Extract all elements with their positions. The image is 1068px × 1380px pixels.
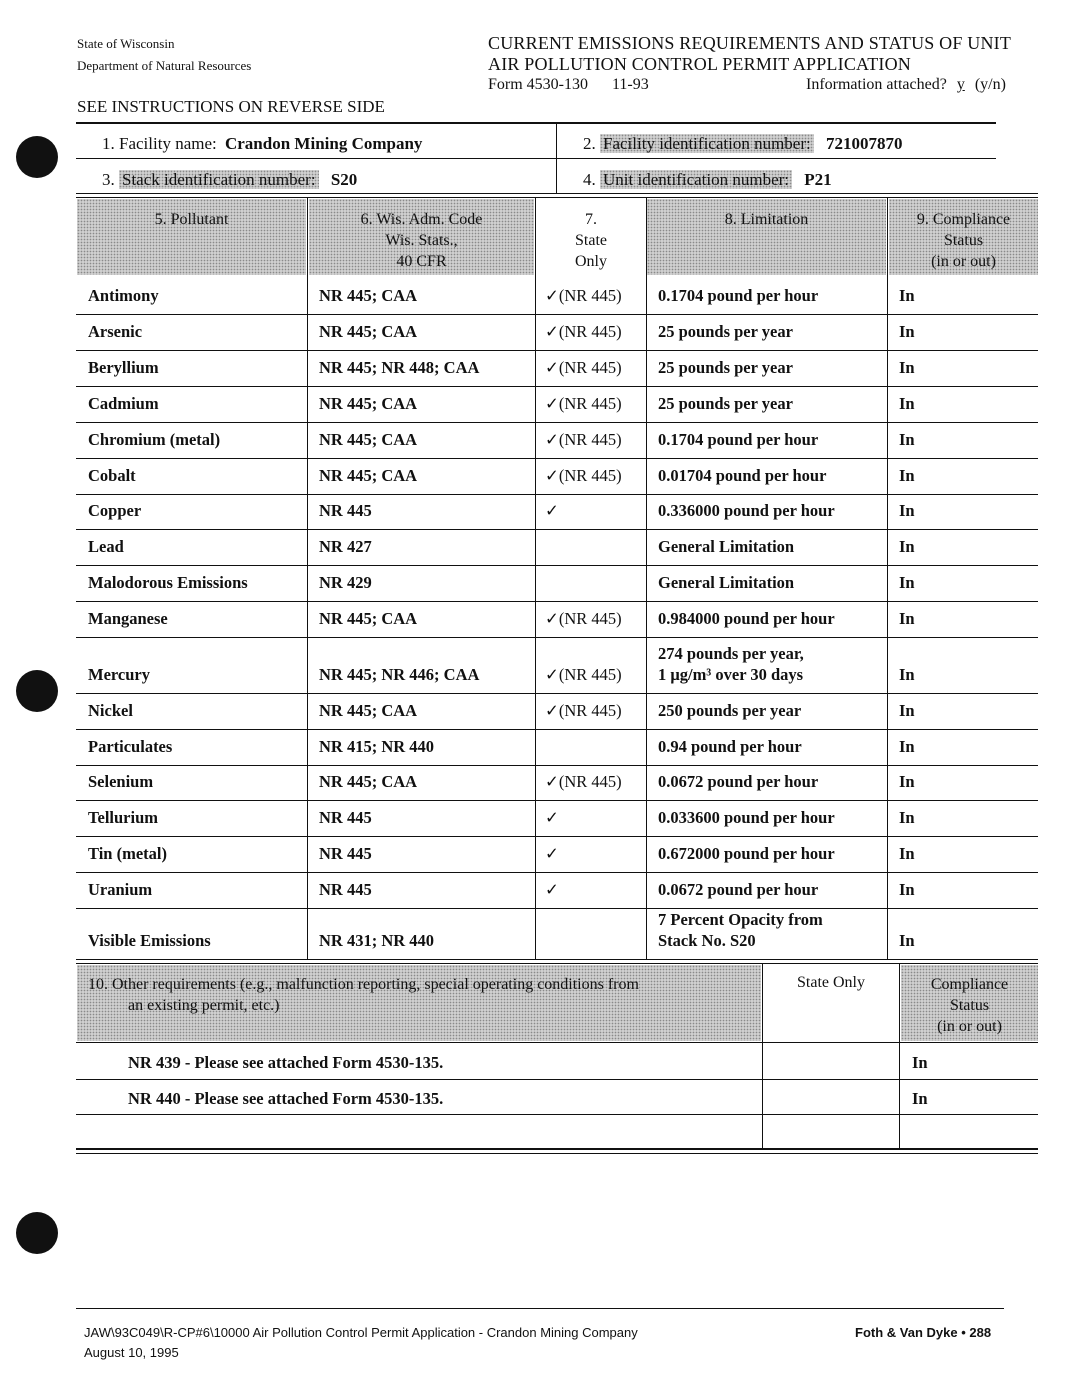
pollutant-cell[interactable]: Chromium (metal): [88, 430, 221, 449]
form-date: 11-93: [612, 76, 649, 93]
limitation-line: 0.94 pound per hour: [658, 737, 802, 756]
limitation-cell[interactable]: [658, 807, 835, 828]
pollutant-cell[interactable]: Selenium: [88, 772, 154, 791]
code-header: [309, 209, 534, 272]
rule: [76, 1114, 1038, 1115]
punch-hole: [16, 1212, 58, 1254]
state-only-cell[interactable]: ✓: [545, 501, 559, 520]
state-only-cell[interactable]: ✓: [545, 808, 559, 827]
code-cell[interactable]: NR 445: [319, 880, 372, 899]
limitation-line: 0.1704 pound per hour: [658, 286, 819, 305]
state-only-cell[interactable]: ✓: [545, 880, 559, 899]
rule: [76, 1153, 1038, 1154]
compliance-header-line: 9. Compliance: [916, 211, 1011, 228]
form-number: Form 4530-130: [488, 76, 588, 93]
other-req-status[interactable]: In: [912, 1089, 928, 1108]
compliance-cell[interactable]: In: [899, 737, 915, 756]
compliance-cell[interactable]: In: [899, 931, 915, 950]
row-rule: [76, 458, 1038, 459]
compliance-header-line: (in or out): [931, 253, 996, 270]
limitation-cell[interactable]: [658, 500, 835, 521]
punch-hole: [16, 670, 58, 712]
compliance-cell[interactable]: In: [899, 394, 915, 413]
rule: [76, 1042, 1038, 1043]
footer-date: August 10, 1995: [84, 1345, 179, 1360]
limitation-line: 274 pounds per year,: [658, 644, 804, 663]
code-cell[interactable]: NR 427: [319, 537, 372, 556]
agency-block: [77, 33, 251, 77]
other-req-line: an existing permit, etc.): [128, 997, 280, 1014]
pollutant-cell[interactable]: Nickel: [88, 701, 133, 720]
other-req-status[interactable]: In: [912, 1053, 928, 1072]
limitation-cell[interactable]: [658, 771, 818, 792]
limitation-line: 0.0672 pound per hour: [658, 880, 819, 899]
title-line1: CURRENT EMISSIONS REQUIREMENTS AND STATUS OF UNIT: [488, 33, 1012, 53]
other-state-only-header: State Only: [797, 974, 865, 991]
code-cell[interactable]: NR 445: [319, 501, 372, 520]
compliance-cell[interactable]: In: [899, 573, 915, 592]
facility-name-value[interactable]: Crandon Mining Company: [224, 134, 423, 153]
rule: [76, 1079, 1038, 1080]
info-suffix: (y/n): [974, 76, 1006, 93]
limitation-cell[interactable]: [658, 572, 794, 593]
form-number-block: [488, 76, 649, 94]
limitation-cell[interactable]: [658, 608, 835, 629]
code-cell[interactable]: NR 445; CAA: [319, 772, 418, 791]
code-cell[interactable]: NR 431; NR 440: [319, 931, 435, 950]
state-header-line: 7.: [585, 211, 597, 228]
limitation-header: 8. Limitation: [724, 211, 809, 228]
compliance-cell[interactable]: In: [899, 665, 915, 684]
title-line2: AIR POLLUTION CONTROL PERMIT APPLICATION: [488, 54, 912, 74]
state-only-cell[interactable]: ✓(NR 445): [545, 701, 622, 720]
pollutant-cell[interactable]: Arsenic: [88, 322, 143, 341]
other-req-line: 10. Other requirements (e.g., malfunction reporting, special operating conditions from: [88, 976, 639, 993]
code-cell[interactable]: NR 445; CAA: [319, 322, 418, 341]
other-compliance-line: Status: [949, 997, 990, 1014]
pollutant-header: 5. Pollutant: [154, 211, 229, 228]
state-only-cell[interactable]: ✓: [545, 844, 559, 863]
limitation-line: 0.336000 pound per hour: [658, 501, 835, 520]
footer-firm: Foth & Van Dyke • 288: [855, 1325, 992, 1340]
facility-id-value[interactable]: 721007870: [825, 134, 903, 153]
compliance-cell[interactable]: In: [899, 537, 915, 556]
compliance-cell[interactable]: In: [899, 808, 915, 827]
row-rule: [76, 529, 1038, 530]
other-compliance-header: [901, 974, 1038, 1037]
compliance-cell[interactable]: In: [899, 844, 915, 863]
other-req-text[interactable]: NR 440 - Please see attached Form 4530-135.: [128, 1089, 444, 1108]
limitation-cell[interactable]: [658, 285, 818, 306]
other-requirements-label: [88, 974, 753, 1016]
state-only-cell[interactable]: ✓(NR 445): [545, 430, 622, 449]
row-rule: [76, 494, 1038, 495]
compliance-header-line: Status: [943, 232, 984, 249]
state-only-cell[interactable]: ✓(NR 445): [545, 286, 622, 305]
unit-id-value[interactable]: P21: [804, 170, 832, 189]
row-rule: [76, 872, 1038, 873]
state-only-cell[interactable]: ✓(NR 445): [545, 466, 622, 485]
code-cell[interactable]: NR 445; CAA: [319, 394, 418, 413]
pollutant-cell[interactable]: Tin (metal): [88, 844, 167, 863]
row-rule: [76, 386, 1038, 387]
state-only-cell[interactable]: ✓(NR 445): [545, 772, 622, 791]
info-value[interactable]: y: [956, 76, 965, 93]
pollutant-cell[interactable]: Visible Emissions: [88, 931, 211, 950]
code-cell[interactable]: NR 445; NR 446; CAA: [319, 665, 480, 684]
info-label: Information attached?: [806, 76, 947, 93]
rule: [76, 963, 1038, 964]
code-cell[interactable]: NR 445: [319, 808, 372, 827]
compliance-cell[interactable]: In: [899, 322, 915, 341]
pollutant-cell[interactable]: Cobalt: [88, 466, 136, 485]
limitation-line: 0.672000 pound per hour: [658, 844, 835, 863]
unit-id-label: Unit identification number:: [600, 170, 792, 189]
compliance-cell[interactable]: In: [899, 286, 915, 305]
state-only-cell[interactable]: ✓(NR 445): [545, 665, 622, 684]
limitation-line: 0.984000 pound per hour: [658, 609, 835, 628]
code-cell[interactable]: NR 415; NR 440: [319, 737, 435, 756]
row-rule: [76, 637, 1038, 638]
state-only-cell[interactable]: ✓(NR 445): [545, 609, 622, 628]
row-rule: [76, 422, 1038, 423]
compliance-cell[interactable]: In: [899, 609, 915, 628]
compliance-cell[interactable]: In: [899, 358, 915, 377]
row-rule: [76, 350, 1038, 351]
limitation-cell[interactable]: [658, 393, 793, 414]
limitation-line: 25 pounds per year: [658, 322, 793, 341]
unit-id-number: 4.: [583, 170, 596, 189]
facility-id-number: 2.: [583, 134, 596, 153]
compliance-cell[interactable]: In: [899, 880, 915, 899]
pollutant-cell[interactable]: Beryllium: [88, 358, 159, 377]
limitation-line: 25 pounds per year: [658, 358, 793, 377]
pollutant-cell[interactable]: Particulates: [88, 737, 173, 756]
column-divider: [535, 197, 536, 960]
rule: [76, 1148, 1038, 1150]
rule: [76, 158, 996, 159]
state-name: State of Wisconsin: [77, 36, 175, 51]
code-cell[interactable]: NR 445: [319, 844, 372, 863]
row-rule: [76, 565, 1038, 566]
limitation-line: 0.033600 pound per hour: [658, 808, 835, 827]
row-rule: [76, 836, 1038, 837]
pollutant-cell[interactable]: Manganese: [88, 609, 168, 628]
punch-hole: [16, 136, 58, 178]
limitation-line: 0.0672 pound per hour: [658, 772, 819, 791]
limitation-cell[interactable]: [658, 643, 804, 685]
code-header-line: 40 CFR: [396, 253, 447, 270]
row-rule: [76, 693, 1038, 694]
code-cell[interactable]: NR 445; NR 448; CAA: [319, 358, 480, 377]
pollutant-cell[interactable]: Cadmium: [88, 394, 159, 413]
limitation-line: General Limitation: [658, 573, 795, 592]
facility-id-field: [583, 134, 902, 154]
stack-id-number: 3.: [102, 170, 115, 189]
unit-id-field: [583, 170, 832, 190]
column-divider: [646, 197, 647, 960]
facility-name-field: [102, 134, 422, 154]
footer-path: JAW\93C049\R-CP#6\10000 Air Pollution Control Permit Application - Crandon Mining Company: [84, 1325, 638, 1340]
compliance-cell[interactable]: In: [899, 430, 915, 449]
state-only-cell[interactable]: ✓(NR 445): [545, 358, 622, 377]
row-rule: [76, 601, 1038, 602]
other-req-text[interactable]: NR 439 - Please see attached Form 4530-135.: [128, 1053, 444, 1072]
facility-name-label: 1. Facility name:: [102, 134, 217, 153]
stack-id-value[interactable]: S20: [330, 170, 358, 189]
rule: [76, 197, 1038, 198]
limitation-line: General Limitation: [658, 537, 795, 556]
row-rule: [76, 908, 1038, 909]
state-only-header: [536, 209, 646, 272]
compliance-cell[interactable]: In: [899, 466, 915, 485]
compliance-cell[interactable]: In: [899, 772, 915, 791]
other-compliance-line: (in or out): [937, 1018, 1002, 1035]
column-divider: [887, 197, 888, 960]
column-divider: [899, 963, 900, 1148]
state-header-line: Only: [575, 253, 607, 270]
code-header-line: 6. Wis. Adm. Code: [360, 211, 483, 228]
rule: [76, 122, 996, 124]
footer-info: [84, 1323, 638, 1363]
limitation-cell[interactable]: [658, 700, 801, 721]
column-divider: [307, 197, 308, 960]
code-cell[interactable]: NR 445; CAA: [319, 609, 418, 628]
row-rule: [76, 800, 1038, 801]
instructions-note: SEE INSTRUCTIONS ON REVERSE SIDE: [77, 97, 385, 116]
code-cell[interactable]: NR 445; CAA: [319, 286, 418, 305]
limitation-line: 0.1704 pound per hour: [658, 430, 819, 449]
code-cell[interactable]: NR 445; CAA: [319, 466, 418, 485]
limitation-line: 0.01704 pound per hour: [658, 466, 827, 485]
compliance-header: [889, 209, 1038, 272]
limitation-cell[interactable]: [658, 429, 818, 450]
limitation-line: Stack No. S20: [658, 931, 756, 950]
other-compliance-line: Compliance: [930, 976, 1009, 993]
footer-rule: [76, 1308, 1004, 1309]
pollutant-cell[interactable]: Mercury: [88, 665, 150, 684]
department-name: Department of Natural Resources: [77, 58, 252, 73]
row-rule: [76, 765, 1038, 766]
limitation-cell[interactable]: [658, 465, 826, 486]
limitation-cell[interactable]: [658, 909, 823, 951]
pollutant-cell[interactable]: Tellurium: [88, 808, 158, 827]
limitation-line: 250 pounds per year: [658, 701, 802, 720]
compliance-cell[interactable]: In: [899, 501, 915, 520]
rule: [76, 959, 1038, 960]
limitation-line: 1 μg/m³ over 30 days: [658, 665, 804, 684]
pollutant-cell[interactable]: Lead: [88, 537, 124, 556]
limitation-cell[interactable]: [658, 357, 793, 378]
row-rule: [76, 729, 1038, 730]
limitation-cell[interactable]: [658, 536, 794, 557]
pollutant-cell[interactable]: Copper: [88, 501, 142, 520]
stack-id-field: [102, 170, 357, 190]
state-only-cell[interactable]: ✓(NR 445): [545, 394, 622, 413]
limitation-cell[interactable]: [658, 321, 793, 342]
rule: [76, 193, 1038, 194]
compliance-cell[interactable]: In: [899, 701, 915, 720]
facility-id-label: Facility identification number:: [600, 134, 814, 153]
form-title: [488, 33, 1048, 75]
state-header-line: State: [575, 232, 607, 249]
pollutant-cell[interactable]: Uranium: [88, 880, 153, 899]
limitation-line: 7 Percent Opacity from: [658, 910, 823, 929]
code-cell[interactable]: NR 429: [319, 573, 372, 592]
row-rule: [76, 314, 1038, 315]
state-only-cell[interactable]: ✓(NR 445): [545, 322, 622, 341]
info-attached: [806, 76, 1006, 94]
limitation-cell[interactable]: [658, 843, 835, 864]
code-cell[interactable]: NR 445; CAA: [319, 701, 418, 720]
pollutant-cell[interactable]: Malodorous Emissions: [88, 573, 248, 592]
limitation-cell[interactable]: [658, 736, 802, 757]
limitation-cell[interactable]: [658, 879, 818, 900]
code-cell[interactable]: NR 445; CAA: [319, 430, 418, 449]
stack-id-label: Stack identification number:: [119, 170, 319, 189]
code-header-line: Wis. Stats.,: [385, 232, 458, 249]
pollutant-cell[interactable]: Antimony: [88, 286, 159, 305]
limitation-line: 25 pounds per year: [658, 394, 793, 413]
